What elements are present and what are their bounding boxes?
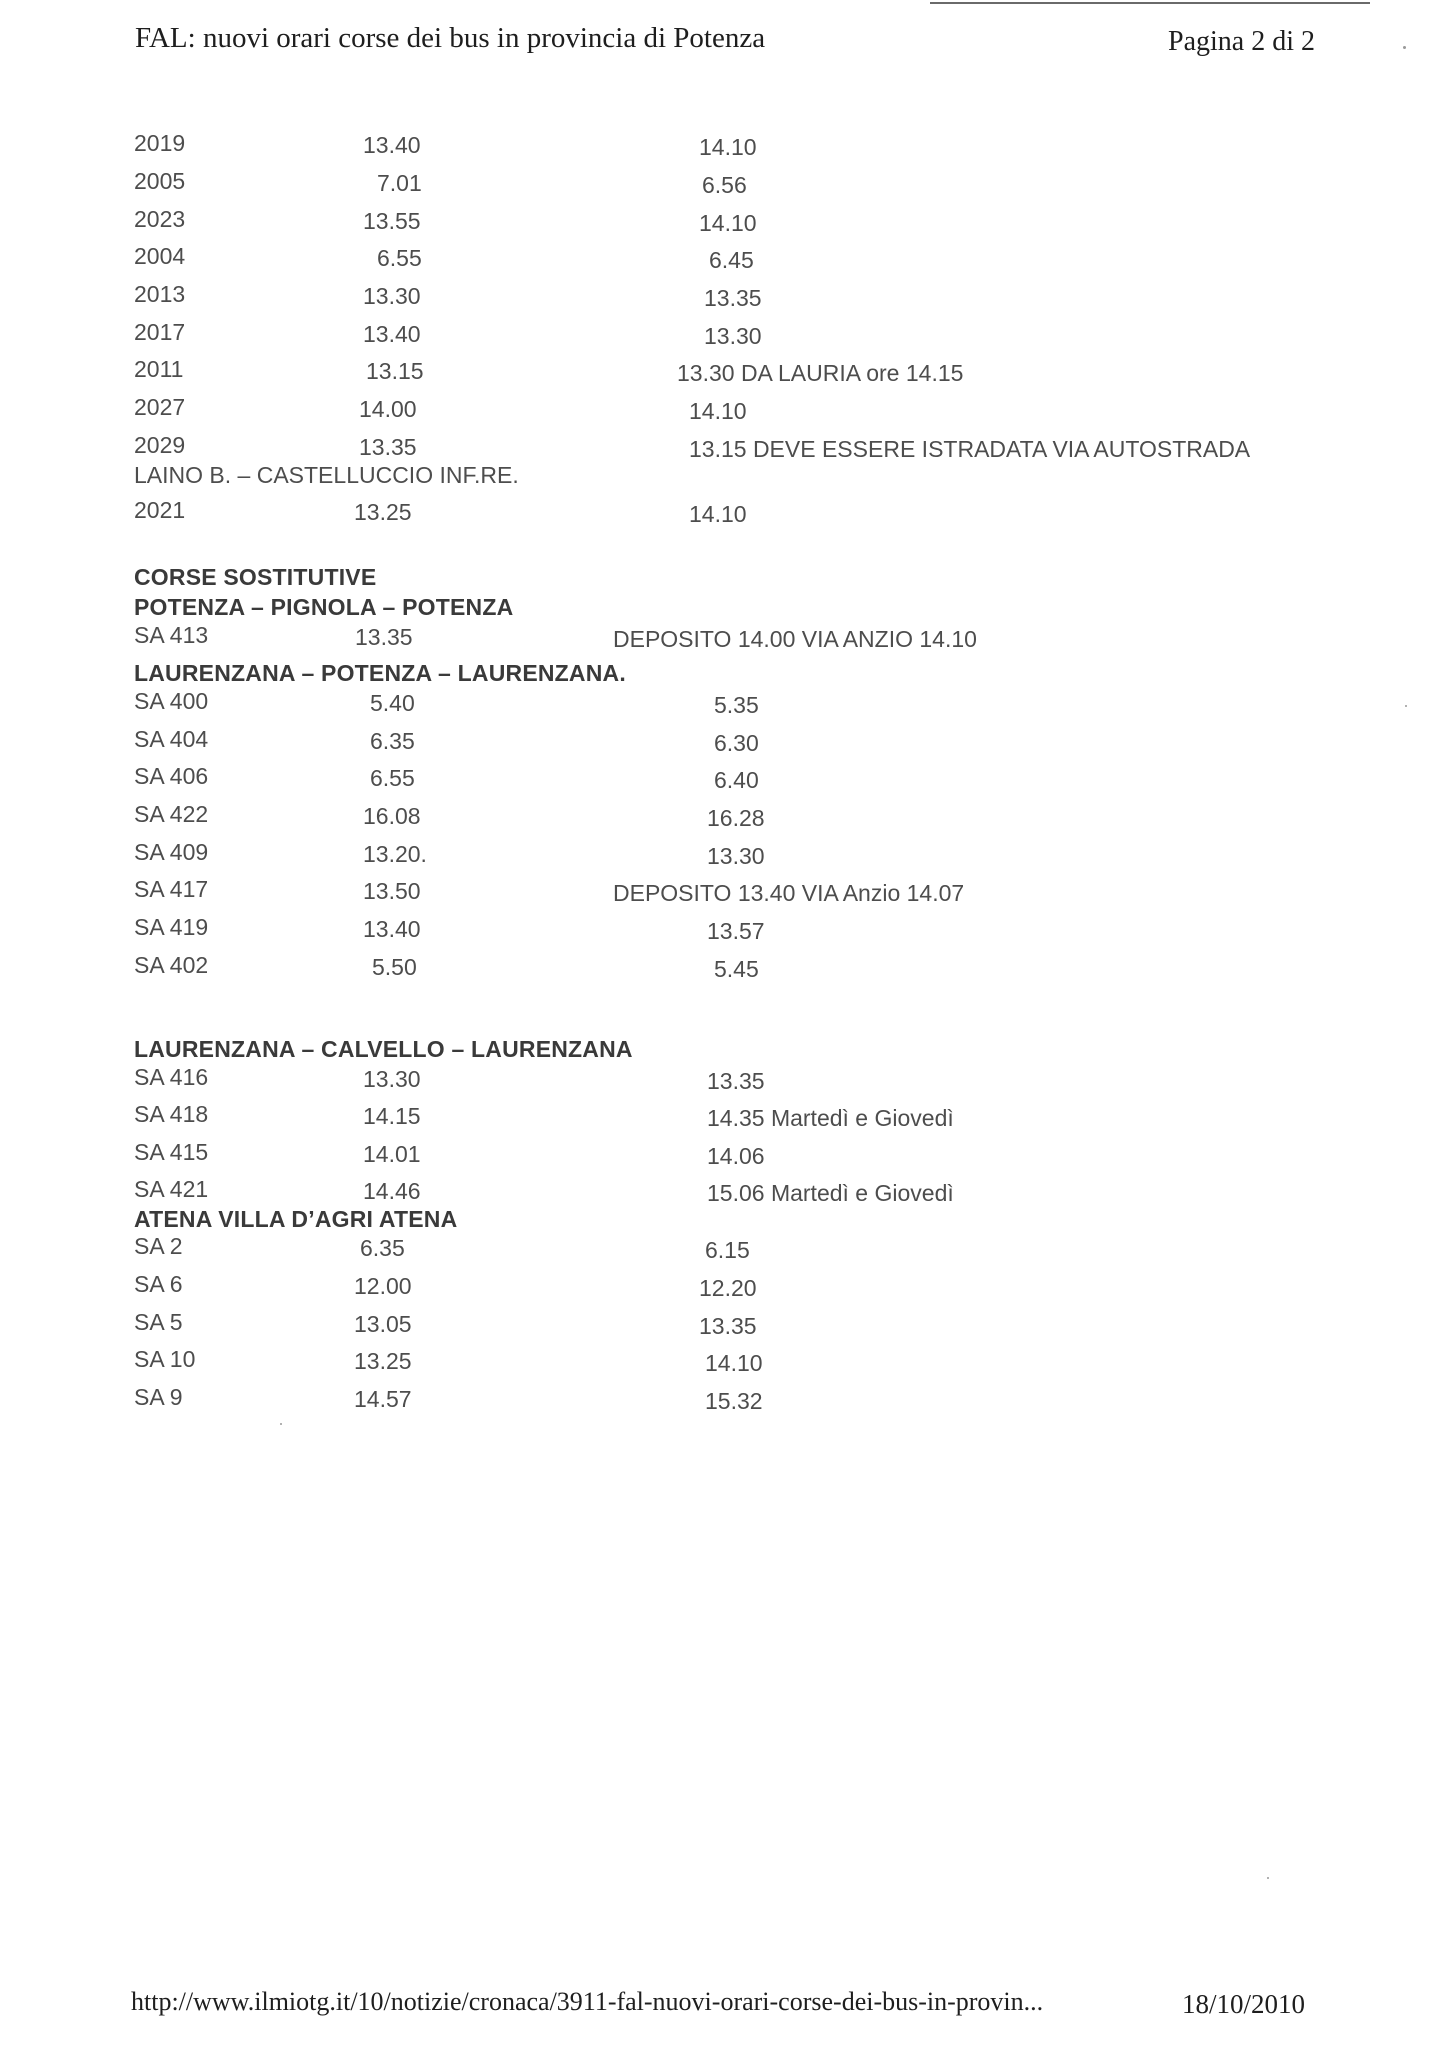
table-row [0, 1064, 1448, 1102]
table-row [0, 497, 1448, 535]
row-code: SA 415 [134, 1139, 209, 1165]
table-row [0, 914, 1448, 952]
table-row [0, 319, 1448, 357]
row-code: SA 422 [134, 801, 209, 827]
row-time-1: 14.46 [363, 1178, 421, 1204]
row-time-1: 13.35 [359, 434, 417, 460]
table-row [0, 1309, 1448, 1347]
row-time-1: 5.50 [372, 954, 417, 980]
table-row [0, 281, 1448, 319]
table-row [0, 1384, 1448, 1422]
row-code: 2021 [134, 497, 186, 523]
row-time-2: 13.35 [699, 1313, 757, 1339]
row-time-1: 13.50 [363, 878, 421, 904]
table-row [0, 1271, 1448, 1309]
table-row [0, 1139, 1448, 1177]
row-code: 2019 [134, 130, 186, 156]
page-title: FAL: nuovi orari corse dei bus in provincia di Potenza [135, 22, 766, 54]
row-time-2: 16.28 [707, 805, 765, 831]
row-time-1: 13.25 [354, 1348, 412, 1374]
row-time-1: 13.25 [354, 499, 412, 525]
row-time-1: 13.20. [363, 841, 427, 867]
row-time-1: 13.40 [363, 321, 421, 347]
row-time-2: 14.10 [699, 134, 757, 160]
row-time-2: 5.45 [714, 956, 759, 982]
row-time-2: 6.15 [705, 1237, 750, 1263]
row-time-2: 14.06 [707, 1143, 765, 1169]
row-time-1: 14.01 [363, 1141, 421, 1167]
row-time-1: 13.40 [363, 916, 421, 942]
row-time-1: 16.08 [363, 803, 421, 829]
row-time-2: 12.20 [699, 1275, 757, 1301]
row-code: 2029 [134, 432, 186, 458]
table-row [0, 168, 1448, 206]
row-time-1: 14.00 [359, 396, 417, 422]
row-time-2: 13.35 [704, 285, 762, 311]
row-time-2: 13.30 [707, 843, 765, 869]
row-time-2: 6.45 [709, 247, 754, 273]
table-row [0, 688, 1448, 726]
route-heading-laurenzana-potenza: LAURENZANA – POTENZA – LAURENZANA. [134, 660, 626, 686]
row-time-2: 14.10 [705, 1350, 763, 1376]
row-code: SA 419 [134, 914, 209, 940]
route-note: LAINO B. – CASTELLUCCIO INF.RE. [134, 462, 519, 488]
table-row [0, 1101, 1448, 1139]
row-time-1: 6.55 [377, 245, 422, 271]
table-row [0, 839, 1448, 877]
row-time-1: 13.30 [363, 283, 421, 309]
footer-url: http://www.ilmiotg.it/10/notizie/cronaca/3911-fal-nuovi-orari-corse-dei-bus-in-provin... [131, 1987, 1044, 2016]
row-time-2: 14.35 Martedì e Giovedì [707, 1105, 954, 1131]
row-time-1: 13.40 [363, 132, 421, 158]
table-row [0, 1346, 1448, 1384]
row-code: SA 400 [134, 688, 209, 714]
table-row [0, 622, 1448, 660]
top-edge-line [930, 2, 1370, 4]
row-time-2: 13.35 [707, 1068, 765, 1094]
row-code: 2005 [134, 168, 186, 194]
row-time-2: 14.10 [689, 398, 747, 424]
footer-date: 18/10/2010 [1182, 1989, 1306, 2019]
table-row [0, 394, 1448, 432]
row-code: 2017 [134, 319, 186, 345]
row-time-2: DEPOSITO 14.00 VIA ANZIO 14.10 [613, 626, 977, 652]
row-code: SA 2 [134, 1233, 183, 1259]
table-row [0, 763, 1448, 801]
row-time-2: 13.30 DA LAURIA ore 14.15 [677, 360, 964, 386]
row-time-2: 6.40 [714, 767, 759, 793]
route-heading-atena: ATENA VILLA D’AGRI ATENA [134, 1206, 458, 1232]
row-code: SA 5 [134, 1309, 183, 1335]
table-row [0, 952, 1448, 990]
row-time-2: 6.56 [702, 172, 747, 198]
row-time-1: 5.40 [370, 690, 415, 716]
table-row [0, 206, 1448, 244]
table-row [0, 1233, 1448, 1271]
row-time-1: 13.05 [354, 1311, 412, 1337]
page-number: Pagina 2 di 2 [1168, 26, 1315, 57]
row-code: 2004 [134, 243, 186, 269]
scan-speck [280, 1423, 282, 1425]
row-code: SA 418 [134, 1101, 209, 1127]
route-heading-laurenzana-calvello: LAURENZANA – CALVELLO – LAURENZANA [134, 1036, 633, 1062]
row-code: SA 417 [134, 876, 209, 902]
row-code: SA 9 [134, 1384, 183, 1410]
row-time-2: 13.57 [707, 918, 765, 944]
row-code: 2011 [134, 356, 184, 382]
row-code: SA 10 [134, 1346, 196, 1372]
row-time-1: 6.35 [360, 1235, 405, 1261]
row-code: SA 406 [134, 763, 209, 789]
table-row [0, 801, 1448, 839]
row-time-2: 15.32 [705, 1388, 763, 1414]
row-time-1: 12.00 [354, 1273, 412, 1299]
scan-speck [1267, 1877, 1269, 1879]
row-time-2: 14.10 [699, 210, 757, 236]
row-code: 2027 [134, 394, 186, 420]
table-row [0, 130, 1448, 168]
row-time-1: 13.15 [366, 358, 424, 384]
row-time-1: 13.35 [355, 624, 413, 650]
row-time-1: 14.57 [354, 1386, 412, 1412]
table-row [0, 243, 1448, 281]
row-code: 2013 [134, 281, 186, 307]
table-row [0, 876, 1448, 914]
row-time-1: 14.15 [363, 1103, 421, 1129]
row-code: SA 421 [134, 1176, 209, 1202]
row-time-2: DEPOSITO 13.40 VIA Anzio 14.07 [613, 880, 965, 906]
scan-speck [1405, 705, 1407, 707]
row-time-1: 13.55 [363, 208, 421, 234]
row-code: SA 413 [134, 622, 209, 648]
row-time-1: 7.01 [377, 170, 422, 196]
row-code: SA 404 [134, 726, 209, 752]
row-code: SA 416 [134, 1064, 209, 1090]
row-time-2: 13.30 [704, 323, 762, 349]
row-time-2: 14.10 [689, 501, 747, 527]
row-time-2: 13.15 DEVE ESSERE ISTRADATA VIA AUTOSTRADA [689, 436, 1251, 462]
row-time-1: 6.35 [370, 728, 415, 754]
route-heading-potenza: POTENZA – PIGNOLA – POTENZA [134, 594, 514, 620]
table-row [0, 356, 1448, 394]
row-time-1: 13.30 [363, 1066, 421, 1092]
row-time-2: 6.30 [714, 730, 759, 756]
scan-speck [1403, 46, 1406, 49]
row-code: SA 402 [134, 952, 209, 978]
section-heading: CORSE SOSTITUTIVE [134, 564, 377, 590]
row-time-2: 15.06 Martedì e Giovedì [707, 1180, 954, 1206]
row-code: SA 409 [134, 839, 209, 865]
row-time-2: 5.35 [714, 692, 759, 718]
row-code: SA 6 [134, 1271, 183, 1297]
row-code: 2023 [134, 206, 186, 232]
table-row [0, 726, 1448, 764]
row-time-1: 6.55 [370, 765, 415, 791]
